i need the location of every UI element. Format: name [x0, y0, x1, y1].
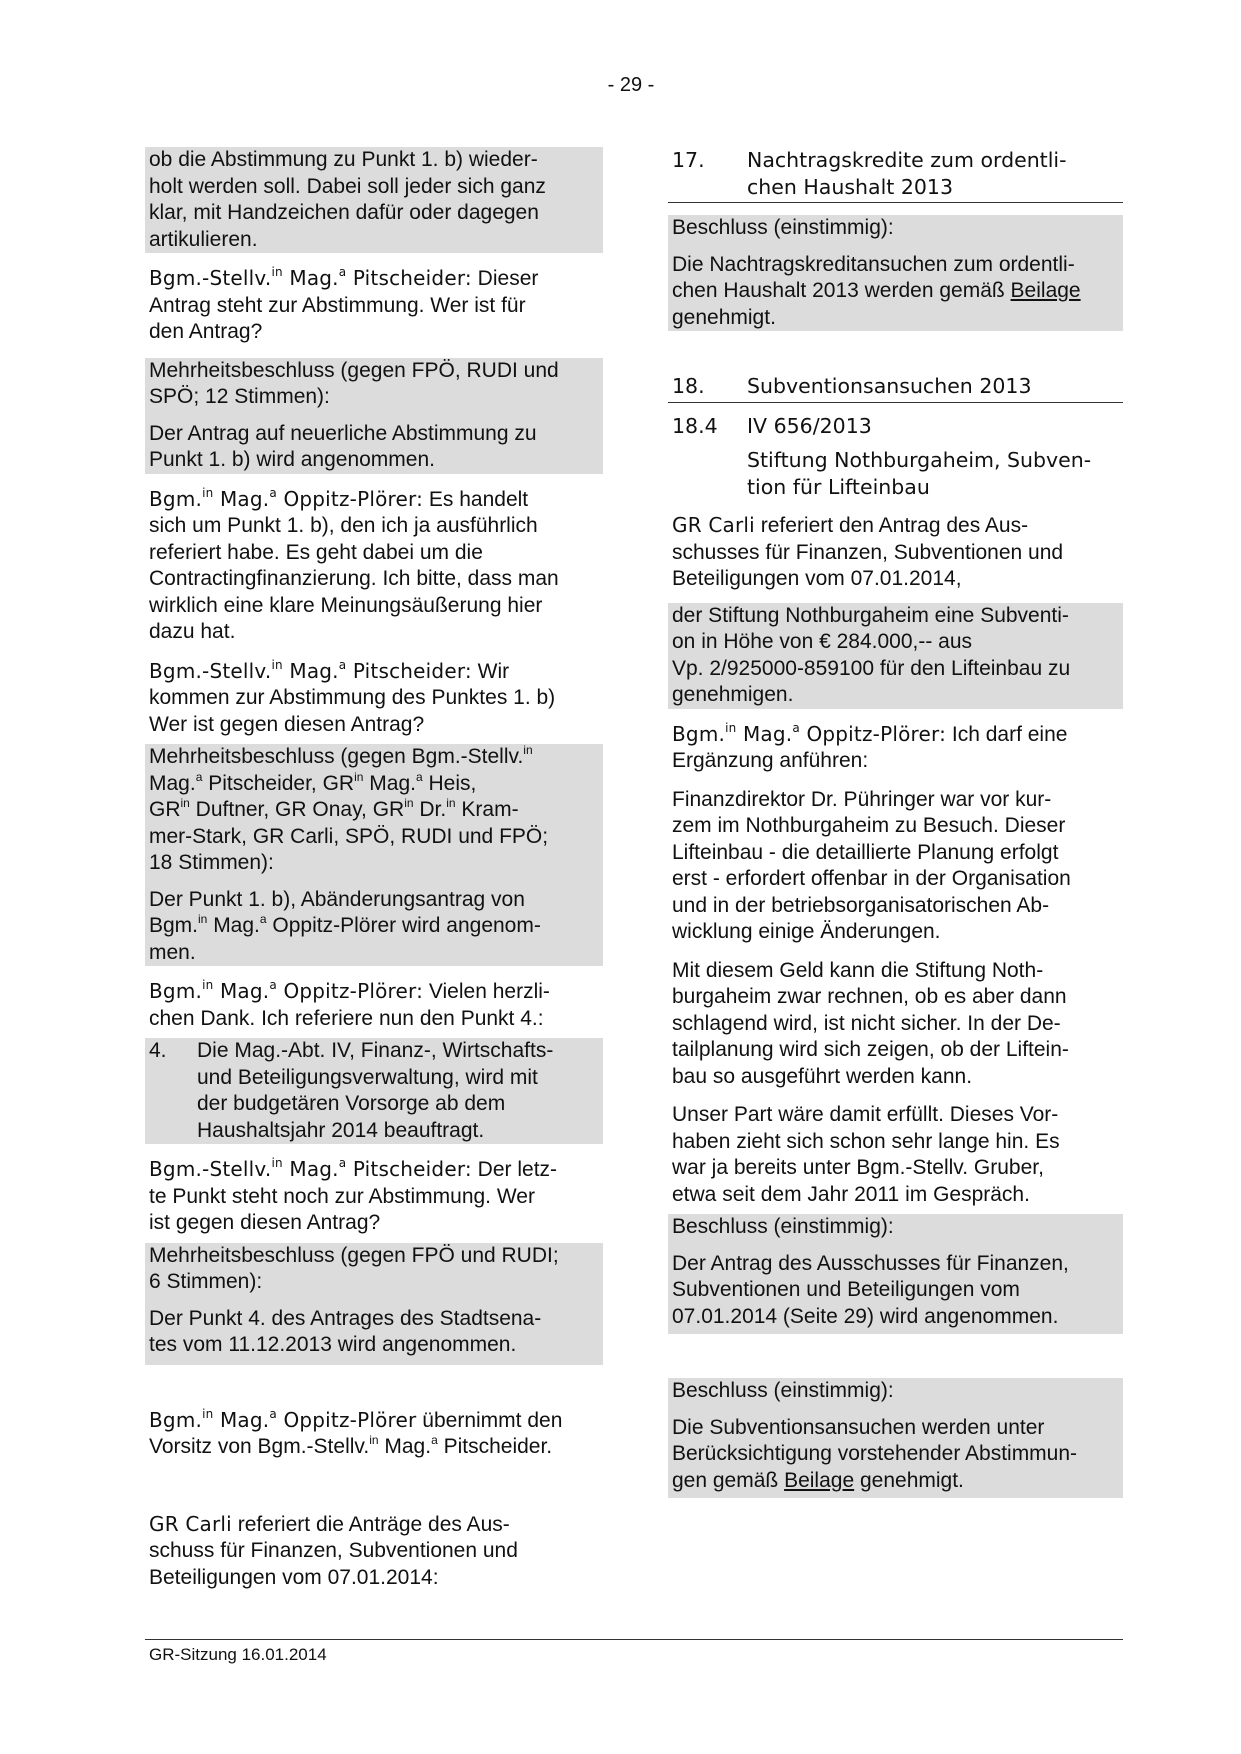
resolution-text: Die Nachtragskreditansuchen zum ordentli- [672, 252, 1075, 276]
resolution-text: tes vom 11.12.2013 wird angenommen. [149, 1333, 517, 1356]
text-line: wirklich eine klare Meinungsäußerung hier [149, 593, 543, 617]
text-line: erst - erfordert offenbar in der Organisation [672, 867, 1071, 890]
text-line: referiert habe. Es geht dabei um die [149, 540, 483, 564]
text-line: ist gegen diesen Antrag? [149, 1211, 381, 1234]
text-line: Antrag steht zur Abstimmung. Wer ist für [149, 293, 526, 317]
resolution-text: Subventionen und Beteiligungen vom [672, 1278, 1020, 1301]
text-line: Haushaltsjahr 2014 beauftragt. [197, 1118, 485, 1142]
speaker-name: Bgm.$^{in}$ Mag.$^a$ Oppitz-Plörer: [149, 978, 424, 1003]
resolution-text: Der Punkt 1. b), Abänderungsantrag von [149, 887, 525, 911]
resolution-heading: Mehrheitsbeschluss (gegen FPÖ und RUDI; [149, 1243, 559, 1267]
paragraph [668, 787, 1123, 946]
speaker-name: Bgm.$^{in}$ Mag.$^a$ Oppitz-Plörer: [672, 720, 947, 746]
resolution-text: men. [149, 940, 196, 964]
right-column [668, 147, 1123, 1498]
footer-session-date: GR-Sitzung 16.01.2014 [149, 1645, 327, 1664]
text-line: Mit diesem Geld kann die Stiftung Noth- [672, 958, 1044, 982]
text-line: Vorsitz von Bgm.-Stellv.$^{in}$ Mag.$^a$ Pitscheider. [149, 1433, 553, 1458]
resolution-text: Der Antrag auf neuerliche Abstimmung zu [149, 421, 537, 445]
text-line: on in Höhe von € 284.000,-- aus [672, 630, 973, 653]
resolution-block [145, 1243, 603, 1365]
text-line: den Antrag? [149, 320, 263, 343]
resolution-text: Berücksichtigung vorstehender Abstimmun- [672, 1442, 1078, 1465]
text-line: klar, mit Handzeichen dafür oder dagegen [149, 201, 539, 224]
resolution-block [668, 1214, 1123, 1334]
subsection-title: tion für Lifteinbau [747, 474, 930, 499]
section-number: 17. [672, 148, 705, 172]
resolution-text: Die Subventionsansuchen werden unter [672, 1415, 1045, 1439]
text-line: genehmigen. [672, 683, 794, 706]
resolution-heading: Beschluss (einstimmig): [672, 1379, 894, 1402]
resolution-text: Der Antrag des Ausschusses für Finanzen, [672, 1251, 1069, 1275]
text-line: Wer ist gegen diesen Antrag? [149, 712, 425, 736]
numbered-item-4 [145, 1038, 603, 1144]
resolution-text: Punkt 1. b) wird angenommen. [149, 448, 435, 471]
section-title: chen Haushalt 2013 [747, 174, 954, 199]
motion-block [668, 603, 1123, 709]
text-line: Die Mag.-Abt. IV, Finanz-, Wirtschafts- [197, 1039, 554, 1062]
speech-paragraph: Bgm.$^{in}$ Mag.$^a$ Oppitz-Plörer: Ich darf eine Ergänzung anführen: [668, 721, 1123, 775]
section-number: 18. [672, 374, 705, 398]
resolution-text: gen gemäß Beilage genehmigt. [672, 1468, 964, 1492]
section-heading-17 [668, 147, 1123, 203]
text-line: burgaheim zwar rechnen, ob es aber dann [672, 985, 1067, 1008]
speaker-name: Bgm.$^{in}$ Mag.$^a$ Oppitz-Plörer: [149, 485, 424, 511]
section-number: 18.4 [672, 413, 718, 438]
speaker-name: Bgm.-Stellv.$^{in}$ Mag.$^a$ Pitscheider: [149, 657, 472, 683]
text-line: wicklung einige Änderungen. [672, 920, 941, 943]
left-column [145, 147, 603, 1591]
text-line: artikulieren. [149, 227, 258, 251]
resolution-heading: Mehrheitsbeschluss (gegen FPÖ, RUDI und [149, 358, 559, 382]
attachment-link[interactable]: Beilage [1010, 279, 1081, 302]
resolution-block [145, 744, 603, 966]
chair-change-paragraph: Bgm.$^{in}$ Mag.$^a$ Oppitz-Plörer übernimmt den Vorsitz von Bgm.-Stellv.$^{in}$ Mag.$^a$ Pitscheider. [145, 1407, 603, 1461]
page-number: - 29 - [607, 74, 655, 96]
speaker-name: GR Carli [672, 513, 755, 537]
footer-divider [145, 1639, 1123, 1640]
text-line: ob die Abstimmung zu Punkt 1. b) wieder- [149, 148, 538, 171]
text-line: bau so ausgeführt werden kann. [672, 1064, 973, 1088]
speech-paragraph: Bgm.-Stellv.$^{in}$ Mag.$^a$ Pitscheider: Der letz- te Punkt steht noch zur Abstimmung. Wer ist gegen diesen Antrag? [145, 1156, 603, 1237]
section-heading-18 [668, 373, 1123, 403]
resolution-block [668, 215, 1123, 331]
resolution-heading: $GR^{in}$ Duftner, GR Onay, $GR^{in}$ Dr.$^{in}$ Kram- [149, 796, 519, 821]
speaker-name: GR Carli [149, 1511, 232, 1536]
text-line: te Punkt steht noch zur Abstimmung. Wer [149, 1184, 535, 1208]
text-line: Lifteinbau - die detaillierte Planung erfolgt [672, 840, 1059, 864]
resolution-heading: Beschluss (einstimmig): [672, 216, 894, 239]
text-line: Contractingfinanzierung. Ich bitte, dass man [149, 567, 559, 590]
continued-paragraph [145, 147, 603, 253]
text-line: sich um Punkt 1. b), den ich ja ausführlich [149, 514, 538, 537]
section-title: Nachtragskredite zum ordentli- [747, 148, 1067, 172]
speech-paragraph: Bgm.-Stellv.$^{in}$ Mag.$^a$ Pitscheider: Dieser Antrag steht zur Abstimmung. Wer ist für den Antrag? [145, 265, 603, 346]
report-paragraph: GR Carli referiert den Antrag des Aus- schusses für Finanzen, Subventionen und Beteiligungen vom 07.01.2014, [668, 512, 1123, 593]
resolution-heading: SPÖ; 12 Stimmen): [149, 385, 330, 408]
text-line: Vp. 2/925000-859100 für den Lifteinbau zu [672, 656, 1071, 680]
attachment-link[interactable]: Beilage [784, 1468, 855, 1492]
text-line: Beteiligungen vom 07.01.2014: [149, 1565, 439, 1589]
text-line: dazu hat. [149, 620, 236, 643]
speaker-name: Bgm.$^{in}$ Mag.$^a$ Oppitz-Plörer [149, 1406, 417, 1432]
text-line: Finanzdirektor Dr. Pühringer war vor kur- [672, 787, 1052, 811]
text-line: zem im Nothburgaheim zu Besuch. Dieser [672, 814, 1066, 837]
text-line: Unser Part wäre damit erfüllt. Dieses Vor- [672, 1103, 1059, 1126]
text-line: schlagend wird, ist nicht sicher. In der De- [672, 1011, 1061, 1035]
subsection-title: Stiftung Nothburgaheim, Subven- [747, 448, 1092, 472]
text-line: Beteiligungen vom 07.01.2014, [672, 567, 962, 590]
speech-paragraph: Bgm.$^{in}$ Mag.$^a$ Oppitz-Plörer: Vielen herzli- chen Dank. Ich referiere nun den Punkt 4.: [145, 978, 603, 1032]
resolution-text: Bgm.$^{in}$ Mag.$^a$ Oppitz-Plörer wird angenom- [149, 912, 541, 937]
resolution-heading: Mag.$^a$ Pitscheider, $GR^{in}$ Mag.$^a$ Heis, [149, 769, 477, 795]
text-line: der Stiftung Nothburgaheim eine Subventi- [672, 603, 1069, 627]
text-line: tailplanung wird sich zeigen, ob der Liftein- [672, 1038, 1069, 1061]
text-line: holt werden soll. Dabei soll jeder sich ganz [149, 174, 546, 198]
resolution-heading: Mehrheitsbeschluss (gegen Bgm.-Stellv.$^{in}$ [149, 743, 533, 768]
text-line: schuss für Finanzen, Subventionen und [149, 1539, 518, 1562]
resolution-heading: Beschluss (einstimmig): [672, 1215, 894, 1238]
subsection-heading-18-4 [668, 413, 1123, 501]
resolution-text: chen Haushalt 2013 werden gemäß Beilage [672, 279, 1081, 302]
text-line: schusses für Finanzen, Subventionen und [672, 540, 1064, 564]
item-number: 4. [149, 1039, 167, 1062]
paragraph [668, 958, 1123, 1091]
resolution-text: Der Punkt 4. des Antrages des Stadtsena- [149, 1306, 542, 1330]
text-line: Ergänzung anführen: [672, 749, 869, 772]
speech-paragraph: Bgm.$^{in}$ Mag.$^a$ Oppitz-Plörer: Es handelt sich um Punkt 1. b), den ich ja ausführlich referiert habe. Es geht dabei um die Contractingfinanzierung. Ich bitte, dass man wirklich eine klare Meinungsäußerung hier dazu hat. [145, 486, 603, 646]
text-line: und Beteiligungsverwaltung, wird mit [197, 1065, 538, 1089]
text-line: etwa seit dem Jahr 2011 im Gespräch. [672, 1182, 1030, 1206]
paragraph [668, 1102, 1123, 1208]
text-line: kommen zur Abstimmung des Punktes 1. b) [149, 686, 556, 709]
text-line: haben zieht sich schon sehr lange hin. Es [672, 1129, 1060, 1153]
text-line: der budgetären Vorsorge ab dem [197, 1092, 506, 1115]
speech-paragraph: Bgm.-Stellv.$^{in}$ Mag.$^a$ Pitscheider: Wir kommen zur Abstimmung des Punktes 1. b) Wer ist gegen diesen Antrag? [145, 658, 603, 739]
resolution-heading: 18 Stimmen): [149, 851, 274, 874]
reference-number: IV 656/2013 [747, 413, 872, 438]
resolution-heading: mer-Stark, GR Carli, SPÖ, RUDI und FPÖ; [149, 824, 549, 848]
report-paragraph: GR Carli referiert die Anträge des Aus- schuss für Finanzen, Subventionen und Beteiligungen vom 07.01.2014: [145, 1511, 603, 1592]
text-line: chen Dank. Ich referiere nun den Punkt 4.: [149, 1006, 544, 1030]
resolution-block [668, 1378, 1123, 1498]
section-title: Subventionsansuchen 2013 [747, 374, 1032, 398]
resolution-heading: 6 Stimmen): [149, 1270, 263, 1293]
speaker-name: Bgm.-Stellv.$^{in}$ Mag.$^a$ Pitscheider: [149, 1156, 472, 1181]
resolution-text: genehmigt. [672, 305, 776, 329]
resolution-text: 07.01.2014 (Seite 29) wird angenommen. [672, 1304, 1059, 1328]
resolution-block [145, 358, 603, 474]
text-line: war ja bereits unter Bgm.-Stellv. Gruber, [672, 1156, 1044, 1179]
speaker-name: Bgm.-Stellv.$^{in}$ Mag.$^a$ Pitscheider: [149, 265, 472, 290]
text-line: und in der betriebsorganisatorischen Ab- [672, 893, 1050, 917]
